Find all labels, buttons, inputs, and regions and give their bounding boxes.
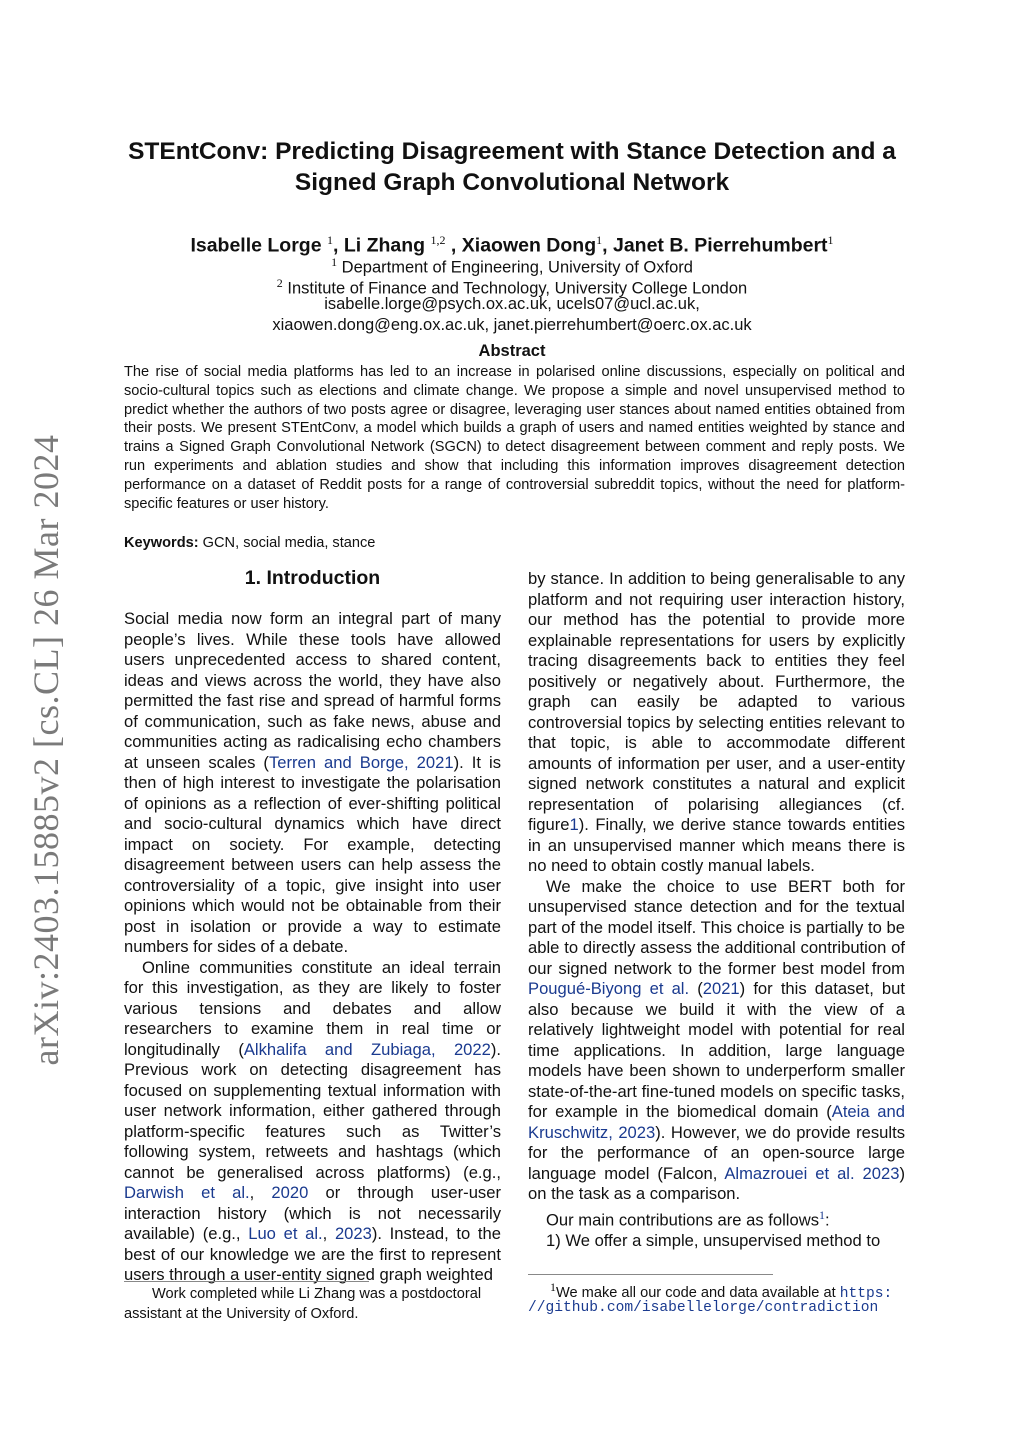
text-span: ( — [689, 979, 703, 998]
affiliation-text: Department of Engineering, University of Oxford — [341, 258, 693, 277]
footnote-rule-left — [124, 1281, 369, 1282]
keywords — [124, 533, 375, 553]
text-span: , — [322, 1224, 335, 1243]
author-name: Janet B. Pierrehumbert — [612, 234, 828, 257]
author-separator: , — [602, 234, 613, 257]
keywords-label: Keywords: — [124, 535, 199, 551]
author-emails-line-2: xiaowen.dong@eng.ox.ac.uk, janet.pierrehumbert@oerc.ox.ac.uk — [272, 316, 752, 334]
text-span: or through user-user interaction history (which is not necessarily available) (e.g., — [124, 1183, 501, 1243]
text-span: ) for this dataset, but also because we build it with the view of a relatively lightweight model with potential for real time applications. In addition, large language models have been shown to underperform smaller state-of-the-art fine-tuned models on specific tasks, for example in the biomedical domain ( — [528, 979, 905, 1121]
affiliation-sup: 1 — [331, 255, 338, 269]
text-span: : — [825, 1210, 830, 1230]
citation-link[interactable]: Almazrouei et al. 2023 — [724, 1163, 900, 1183]
footnote-ref-link[interactable]: 1 — [819, 1207, 825, 1222]
text-span: , — [249, 1183, 272, 1202]
affiliation-text: Institute of Finance and Technology, University College London — [287, 279, 748, 298]
arxiv-identifier — [18, 434, 74, 1066]
citation-link[interactable]: Ateia and Kruschwitz, 2023 — [528, 1102, 905, 1142]
author-affil-sup: 1,2 — [430, 233, 446, 247]
citation-link[interactable]: Terren and Borge, 2021 — [268, 752, 454, 772]
text-span: ). Finally, we derive stance towards entities in an unsupervised manner which means there is no need to obtain costly manual labels. — [528, 815, 905, 875]
citation-link[interactable]: 2020 — [271, 1183, 309, 1202]
title-line-2: Signed Graph Convolutional Network — [294, 169, 730, 196]
author-affil-sup: 1 — [827, 233, 834, 247]
intro-paragraph-4 — [528, 877, 905, 1205]
figure-ref-link[interactable]: 1 — [569, 815, 579, 834]
paper-title — [110, 136, 914, 198]
citation-link[interactable]: 2023 — [334, 1224, 372, 1243]
footnote-rule-right — [528, 1274, 773, 1275]
text-span: by stance. In addition to being generalisable to any platform and not requiring user interaction history, our method has the potential to provide more explainable representations for users by explicitly tracing disagreements back to entities they feel positively or negatively about. Furthermore, the graph can easily be adapted to various controversial topics by selecting entities relevant to that topic, is able to accommodate different amounts of information per user, and a user-entity signed network constitutes a natural and explicit representation of polarising allegiances (cf. figure — [528, 569, 905, 834]
footnote-text: We make all our code and data available at — [556, 1284, 840, 1301]
intro-paragraph-5 — [528, 1205, 905, 1231]
citation-link[interactable]: 2021 — [702, 979, 740, 998]
text-span: ). Previous work on detecting disagreement has focused on supplementing textual information with user network information, either gathered through platform-specific features such as Twitter’s following system, retweets and hashtags (which cannot be generalised across platforms) (e.g., — [124, 1039, 501, 1182]
citation-link[interactable]: Pougué-Biyong et al. — [528, 979, 690, 998]
citation-link[interactable]: Darwish et al. — [124, 1183, 250, 1202]
footnote-right-url — [528, 1298, 918, 1319]
author-name: Xiaowen Dong — [461, 234, 597, 257]
intro-paragraph-6: 1) We offer a simple, unsupervised method to — [546, 1230, 881, 1250]
author-separator: , — [445, 234, 462, 257]
text-span: ). Instead, to the best of our knowledge we are the first to represent users through a user-entity signed graph weighted — [124, 1224, 501, 1284]
citation-link[interactable]: Alkhalifa and Zubiaga, 2022 — [243, 1039, 491, 1059]
author-affil-sup: 1 — [596, 233, 603, 247]
footnote-url-link[interactable]: https: — [839, 1285, 893, 1302]
left-column — [124, 566, 501, 1286]
intro-paragraph-1 — [124, 609, 501, 958]
text-span: Online communities constitute an ideal terrain for this investigation, as they are likely to foster various tensions and debates and allow researchers to examine them in real time or longitudinally ( — [124, 957, 501, 1059]
title-line-1: STEntConv: Predicting Disagreement with Stance Detection and a — [128, 138, 896, 165]
footnote-mark: 1 — [550, 1280, 556, 1294]
citation-link[interactable]: Luo et al. — [248, 1224, 323, 1243]
author-affil-sup: 1 — [327, 233, 333, 247]
abstract-heading: Abstract — [478, 342, 546, 360]
abstract-text: The rise of social media platforms has led to an increase in polarised online discussions, especially on political and socio-cultural topics such as elections and climate change. We propose a simple and novel unsupervised method to predict whether the authors of two posts agree or disagree, leveraging user stances about named entities obtained from their posts. We present STEntConv, a model which builds a graph of users and named entities weighted by stance and trains a Signed Graph Convolutional Network (SGCN) to detect disagreement between comment and reply posts. We run experiments and ablation studies and show that including this information improves disagreement detection performance on a dataset of Reddit posts for a range of controversial subreddit topics, without the need for platform-specific features or user history. — [124, 364, 905, 512]
right-column — [528, 569, 905, 1251]
text-span: ) on the task as a comparison. — [528, 1163, 905, 1203]
intro-paragraph-3 — [528, 569, 905, 877]
arxiv-identifier-text: arXiv:2403.15885v2 [cs.CL] 26 Mar 2024 — [26, 434, 66, 1066]
author-emails-line-1: isabelle.lorge@psych.ox.ac.uk, ucels07@ucl.ac.uk, — [324, 295, 700, 313]
text-span: ). However, we do provide results for the performance of an open-source large language model (Falcon, — [528, 1122, 906, 1183]
keywords-text: GCN, social media, stance — [198, 535, 376, 551]
text-span: Our main contributions are as follows — [546, 1210, 819, 1230]
footnote-left: Work completed while Li Zhang was a postdoctoral assistant at the University of Oxford. — [124, 1286, 482, 1322]
footnote-url-link[interactable]: //github.com/isabellelorge/contradiction — [528, 1300, 879, 1316]
author-name: Isabelle Lorge — [190, 234, 322, 257]
text-span: ). It is then of high interest to investigate the polarisation of opinions as a reflection of ever-shifting political and socio-cultural dynamics which have direct impact on society. For example, detecting disagreement between users can help assess the controversiality of a topic, give insight into user opinions which would not be obtainable from their post in isolation or provide a way to estimate numbers for sides of a debate. — [124, 752, 502, 956]
author-separator: , — [333, 234, 344, 257]
section-heading-introduction: 1. Introduction — [244, 567, 381, 589]
affiliation-sup: 2 — [276, 276, 283, 290]
text-span: We make the choice to use BERT both for unsupervised stance detection and for the textual part of the model itself. This choice is partially to be able to directly assess the additional contribution of our signed network to the former best model from — [528, 876, 905, 978]
author-name: Li Zhang — [343, 234, 426, 257]
intro-paragraph-2 — [124, 958, 501, 1286]
text-span: Social media now form an integral part of many people’s lives. While these tools have allowed users unprecedented access to shared content, ideas and views across the world, they have also permitted the fast rise and spread of harmful forms of communication, such as fake news, abuse and communities acting as radicalising echo chambers at unseen scales ( — [124, 609, 501, 772]
